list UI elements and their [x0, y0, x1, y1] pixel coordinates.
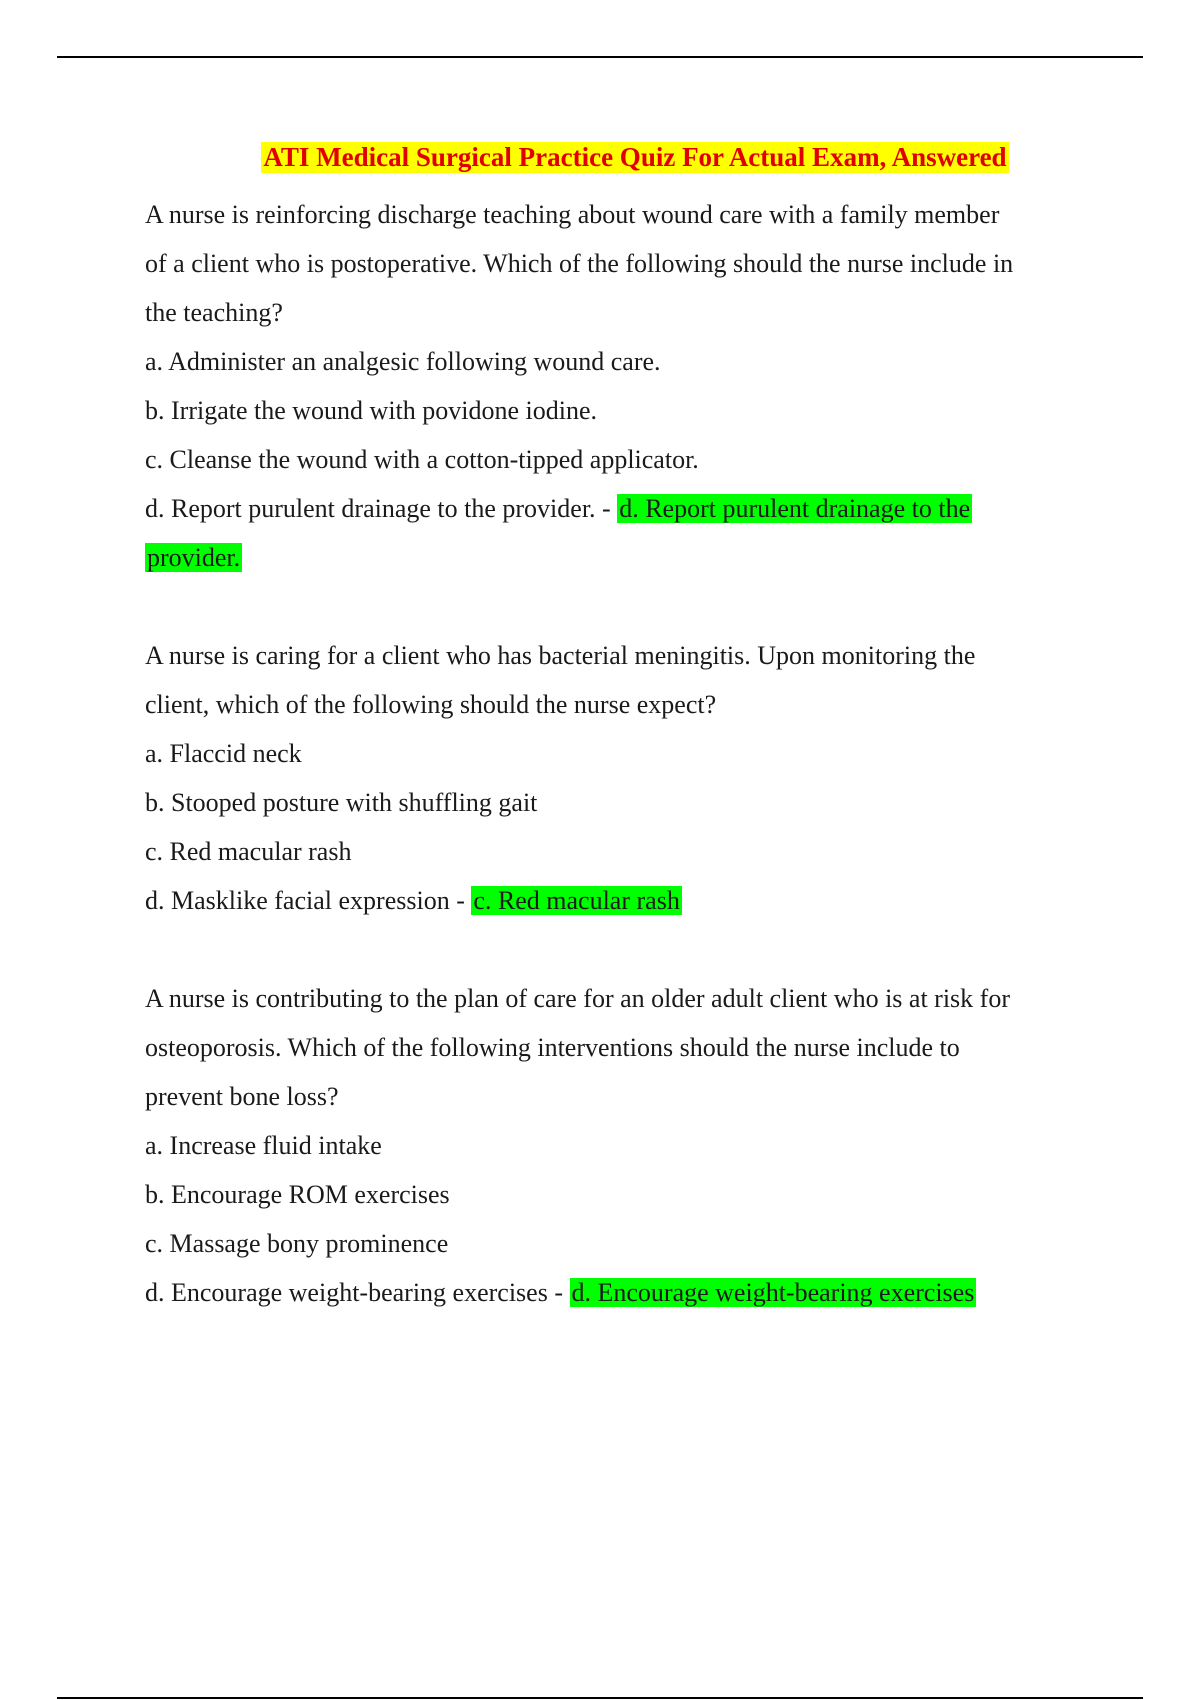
question-2-stem-line-1: A nurse is caring for a client who has bacterial meningitis. Upon monitoring the — [145, 641, 976, 670]
question-1-option-a: a. Administer an analgesic following wound care. — [145, 347, 661, 376]
title-block — [160, 142, 1110, 176]
question-1-answer-part-2: provider. — [147, 543, 241, 572]
top-rule — [57, 56, 1143, 58]
document-body — [145, 142, 1095, 1317]
question-3-option-d-line — [145, 1268, 1095, 1317]
question-1 — [145, 190, 1095, 582]
question-3-option-b: b. Encourage ROM exercises — [145, 1180, 450, 1209]
question-spacer — [145, 925, 1095, 974]
answer-separator: - — [449, 886, 472, 915]
question-3-stem-line-2: osteoporosis. Which of the following interventions should the nurse include to — [145, 1033, 960, 1062]
question-1-answer-line-2 — [145, 533, 1095, 582]
question-3-option-d: d. Encourage weight-bearing exercises — [145, 1278, 548, 1307]
question-1-option-d-line — [145, 484, 1095, 533]
question-1-option-d: d. Report purulent drainage to the provider. — [145, 494, 596, 523]
question-3-stem-line-1: A nurse is contributing to the plan of care for an older adult client who is at risk for — [145, 984, 1010, 1013]
answer-separator: - — [547, 1278, 570, 1307]
question-3 — [145, 974, 1095, 1317]
question-3-option-a: a. Increase fluid intake — [145, 1131, 382, 1160]
question-2-stem-line-2: client, which of the following should the nurse expect? — [145, 690, 717, 719]
question-1-option-b: b. Irrigate the wound with povidone iodine. — [145, 396, 598, 425]
question-2-option-a: a. Flaccid neck — [145, 739, 302, 768]
question-1-stem-line-3: the teaching? — [145, 298, 283, 327]
question-1-answer-part-1: d. Report purulent drainage to the — [619, 494, 971, 523]
document-title: ATI Medical Surgical Practice Quiz For Actual Exam, Answered — [263, 142, 1007, 172]
question-2-answer: c. Red macular rash — [473, 886, 680, 915]
question-2-option-c: c. Red macular rash — [145, 837, 352, 866]
bottom-rule — [57, 1697, 1143, 1699]
question-1-stem-line-2: of a client who is postoperative. Which of the following should the nurse include in — [145, 249, 1014, 278]
question-1-stem-line-1: A nurse is reinforcing discharge teaching about wound care with a family member — [145, 200, 1000, 229]
question-3-stem-line-3: prevent bone loss? — [145, 1082, 339, 1111]
question-2-option-d-line — [145, 876, 1095, 925]
answer-separator: - — [595, 494, 618, 523]
question-2-option-b: b. Stooped posture with shuffling gait — [145, 788, 538, 817]
question-2-option-d: d. Masklike facial expression — [145, 886, 450, 915]
question-1-option-c: c. Cleanse the wound with a cotton-tipped applicator. — [145, 445, 699, 474]
question-spacer — [145, 582, 1095, 631]
question-3-answer: d. Encourage weight-bearing exercises — [571, 1278, 975, 1307]
question-3-option-c: c. Massage bony prominence — [145, 1229, 449, 1258]
question-2 — [145, 631, 1095, 925]
